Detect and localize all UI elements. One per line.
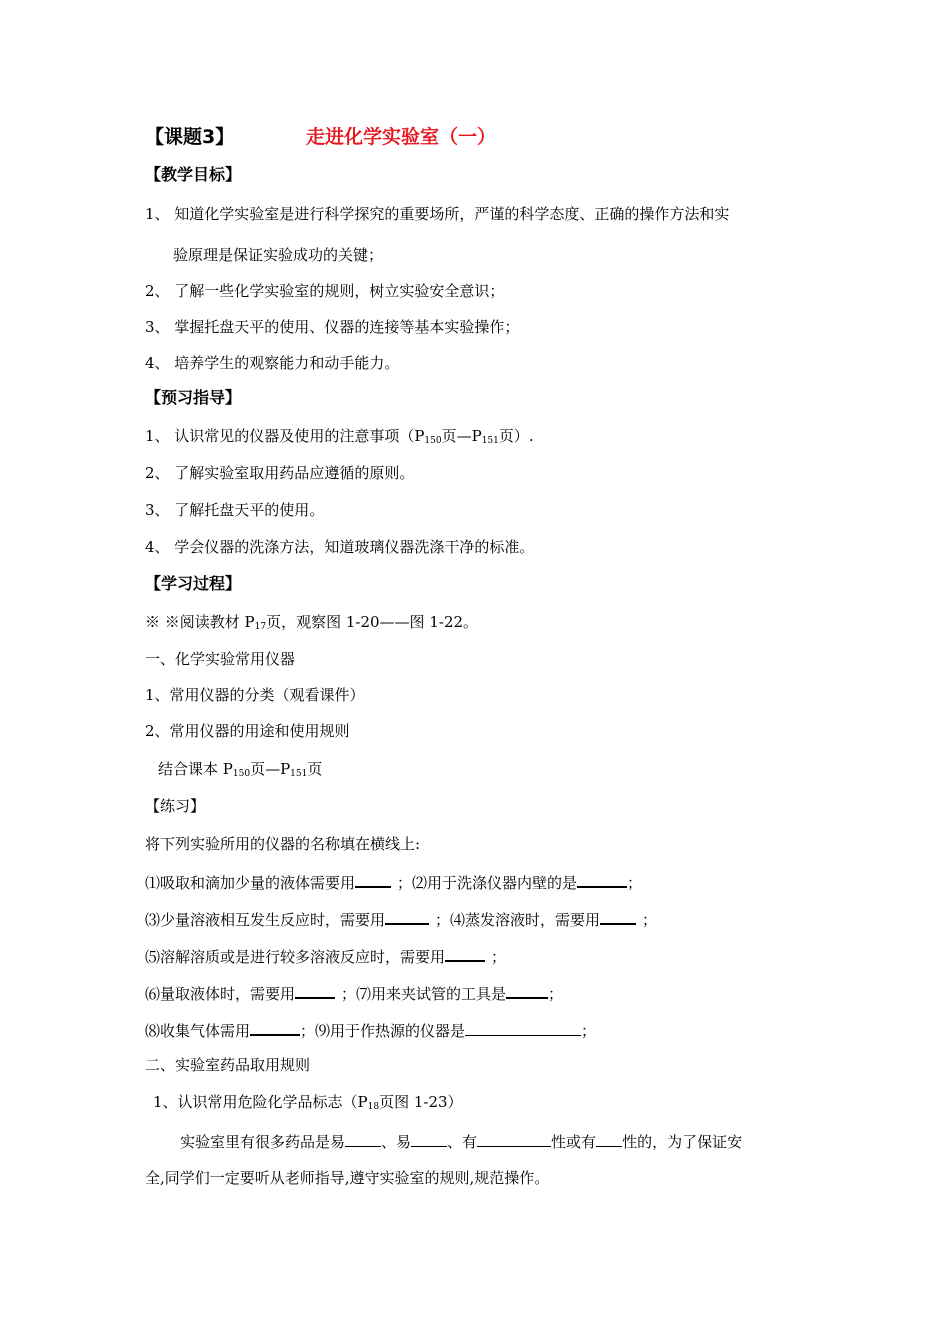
preview-item-4: 4、 学会仪器的洗涤方法，知道玻璃仪器洗涤干净的标准。 [145,538,535,556]
exercise-row-2: ⑶少量溶液相互发生反应时，需要用 ；⑷蒸发溶液时，需要用 ； [145,907,657,930]
answer-blank-9[interactable] [465,1019,581,1036]
answer-blank-2[interactable] [577,870,627,888]
goal-item-4: 4、 培养学生的观察能力和动手能力。 [145,354,400,372]
section-1-item-2: 2、常用仪器的用途和使用规则 [145,722,350,740]
section-2-item-1: 1、认识常用危险化学品标志（$P_{18}$页图 1-23） [153,1093,463,1112]
hazard-paragraph-line-2: 全,同学们一定要听从老师指导,遵守实验室的规则,规范操作。 [145,1169,550,1187]
section-2-heading: 二、实验室药品取用规则 [145,1056,311,1074]
goals-heading: 【教学目标】 [145,165,242,184]
exercise-row-5: ⑻收集气体需用 ；⑼用于作热源的仪器是 ； [145,1018,596,1041]
reading-note: ※ ※阅读教材 $P_{17}$页，观察图 1-20——图 1-22。 [145,613,479,632]
exercise-row-3: ⑸溶解溶质或是进行较多溶液反应时，需要用 ； [145,944,506,967]
goal-item-2: 2、 了解一些化学实验室的规则，树立实验安全意识； [145,282,505,300]
answer-blank-6[interactable] [295,981,335,999]
preview-item-2: 2、 了解实验室取用药品应遵循的原则。 [145,464,415,482]
answer-blank-1[interactable] [355,870,391,888]
answer-blank-12[interactable] [477,1130,551,1147]
answer-blank-13[interactable] [596,1130,622,1147]
answer-blank-4[interactable] [600,907,636,925]
hazard-paragraph-line-1: 实验室里有很多药品是易 、易 、有 性或有 性的，为了保证安 [180,1130,742,1152]
exercise-heading: 【练习】 [145,797,206,815]
lesson-title: 走进化学实验室（一） [306,126,497,148]
goal-item-1-line-2: 验原理是保证实验成功的关键； [173,246,384,264]
preview-item-3: 3、 了解托盘天平的使用。 [145,501,325,519]
section-1-item-1: 1、常用仪器的分类（观看课件） [145,686,365,704]
lesson-label: 【课题3】 [145,126,235,148]
answer-blank-5[interactable] [445,944,485,962]
exercise-row-4: ⑹量取液体时，需要用 ；⑺用来夹试管的工具是 ； [145,981,563,1004]
goal-item-3: 3、 掌握托盘天平的使用、仪器的连接等基本实验操作； [145,318,520,336]
section-1-heading: 一、化学实验常用仪器 [145,650,296,668]
preview-heading: 【预习指导】 [145,388,242,407]
answer-blank-3[interactable] [385,907,429,925]
process-heading: 【学习过程】 [145,574,242,593]
textbook-reference: 结合课本 $P_{150}$页$—P_{151}$页 [158,760,323,779]
exercise-intro: 将下列实验所用的仪器的名称填在横线上: [145,835,421,853]
goal-item-1-line-1: 1、 知道化学实验室是进行科学探究的重要场所，严谨的科学态度、正确的操作方法和实 [145,205,730,223]
answer-blank-7[interactable] [506,981,548,999]
preview-item-1: 1、 认识常见的仪器及使用的注意事项（$P_{150}$页$—P_{151}$页）. [145,427,534,446]
answer-blank-11[interactable] [411,1130,447,1147]
exercise-row-1: ⑴吸取和滴加少量的液体需要用 ；⑵用于洗涤仪器内壁的是 ； [145,870,642,893]
answer-blank-10[interactable] [345,1130,381,1147]
answer-blank-8[interactable] [250,1018,300,1036]
